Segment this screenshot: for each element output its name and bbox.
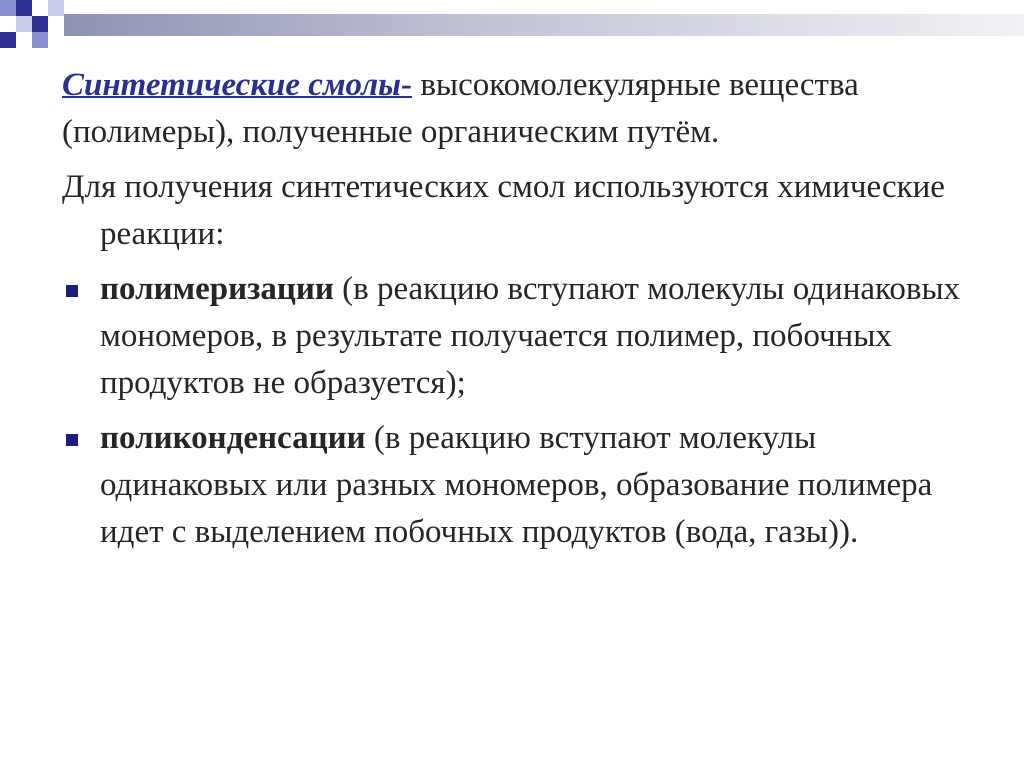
bullet-term: полимеризации xyxy=(100,271,334,307)
decor-square xyxy=(48,0,64,16)
bullet-text: (в реакцию вступают молекулы одинаковых мономеров, в результате получается полимер, побочных продуктов не образуется); xyxy=(100,271,961,401)
square-bullet-icon xyxy=(66,434,78,446)
decor-square xyxy=(16,16,32,32)
decor-square xyxy=(0,32,16,48)
bullet-term: поликонденсации xyxy=(100,420,366,456)
decor-square xyxy=(16,0,32,16)
definition-text: высокомолекулярные вещества (полимеры), полученные органическим путём. xyxy=(62,67,859,150)
definition-paragraph xyxy=(62,62,962,156)
decor-square xyxy=(32,16,48,32)
slide-body xyxy=(62,62,962,556)
list-item xyxy=(62,266,962,407)
bullet-text: (в реакцию вступают молекулы одинаковых или разных мономеров, образование полимера идет с выделением побочных продуктов (вода, газы)). xyxy=(100,420,933,550)
decor-square xyxy=(0,0,16,16)
top-gradient-bar xyxy=(64,14,1024,36)
square-bullet-icon xyxy=(66,285,78,297)
intro-paragraph: Для получения синтетических смол используются химические реакции: xyxy=(62,169,945,252)
decor-square xyxy=(32,32,48,48)
definition-term: Синтетические смолы- xyxy=(62,67,413,103)
list-item xyxy=(62,415,962,556)
